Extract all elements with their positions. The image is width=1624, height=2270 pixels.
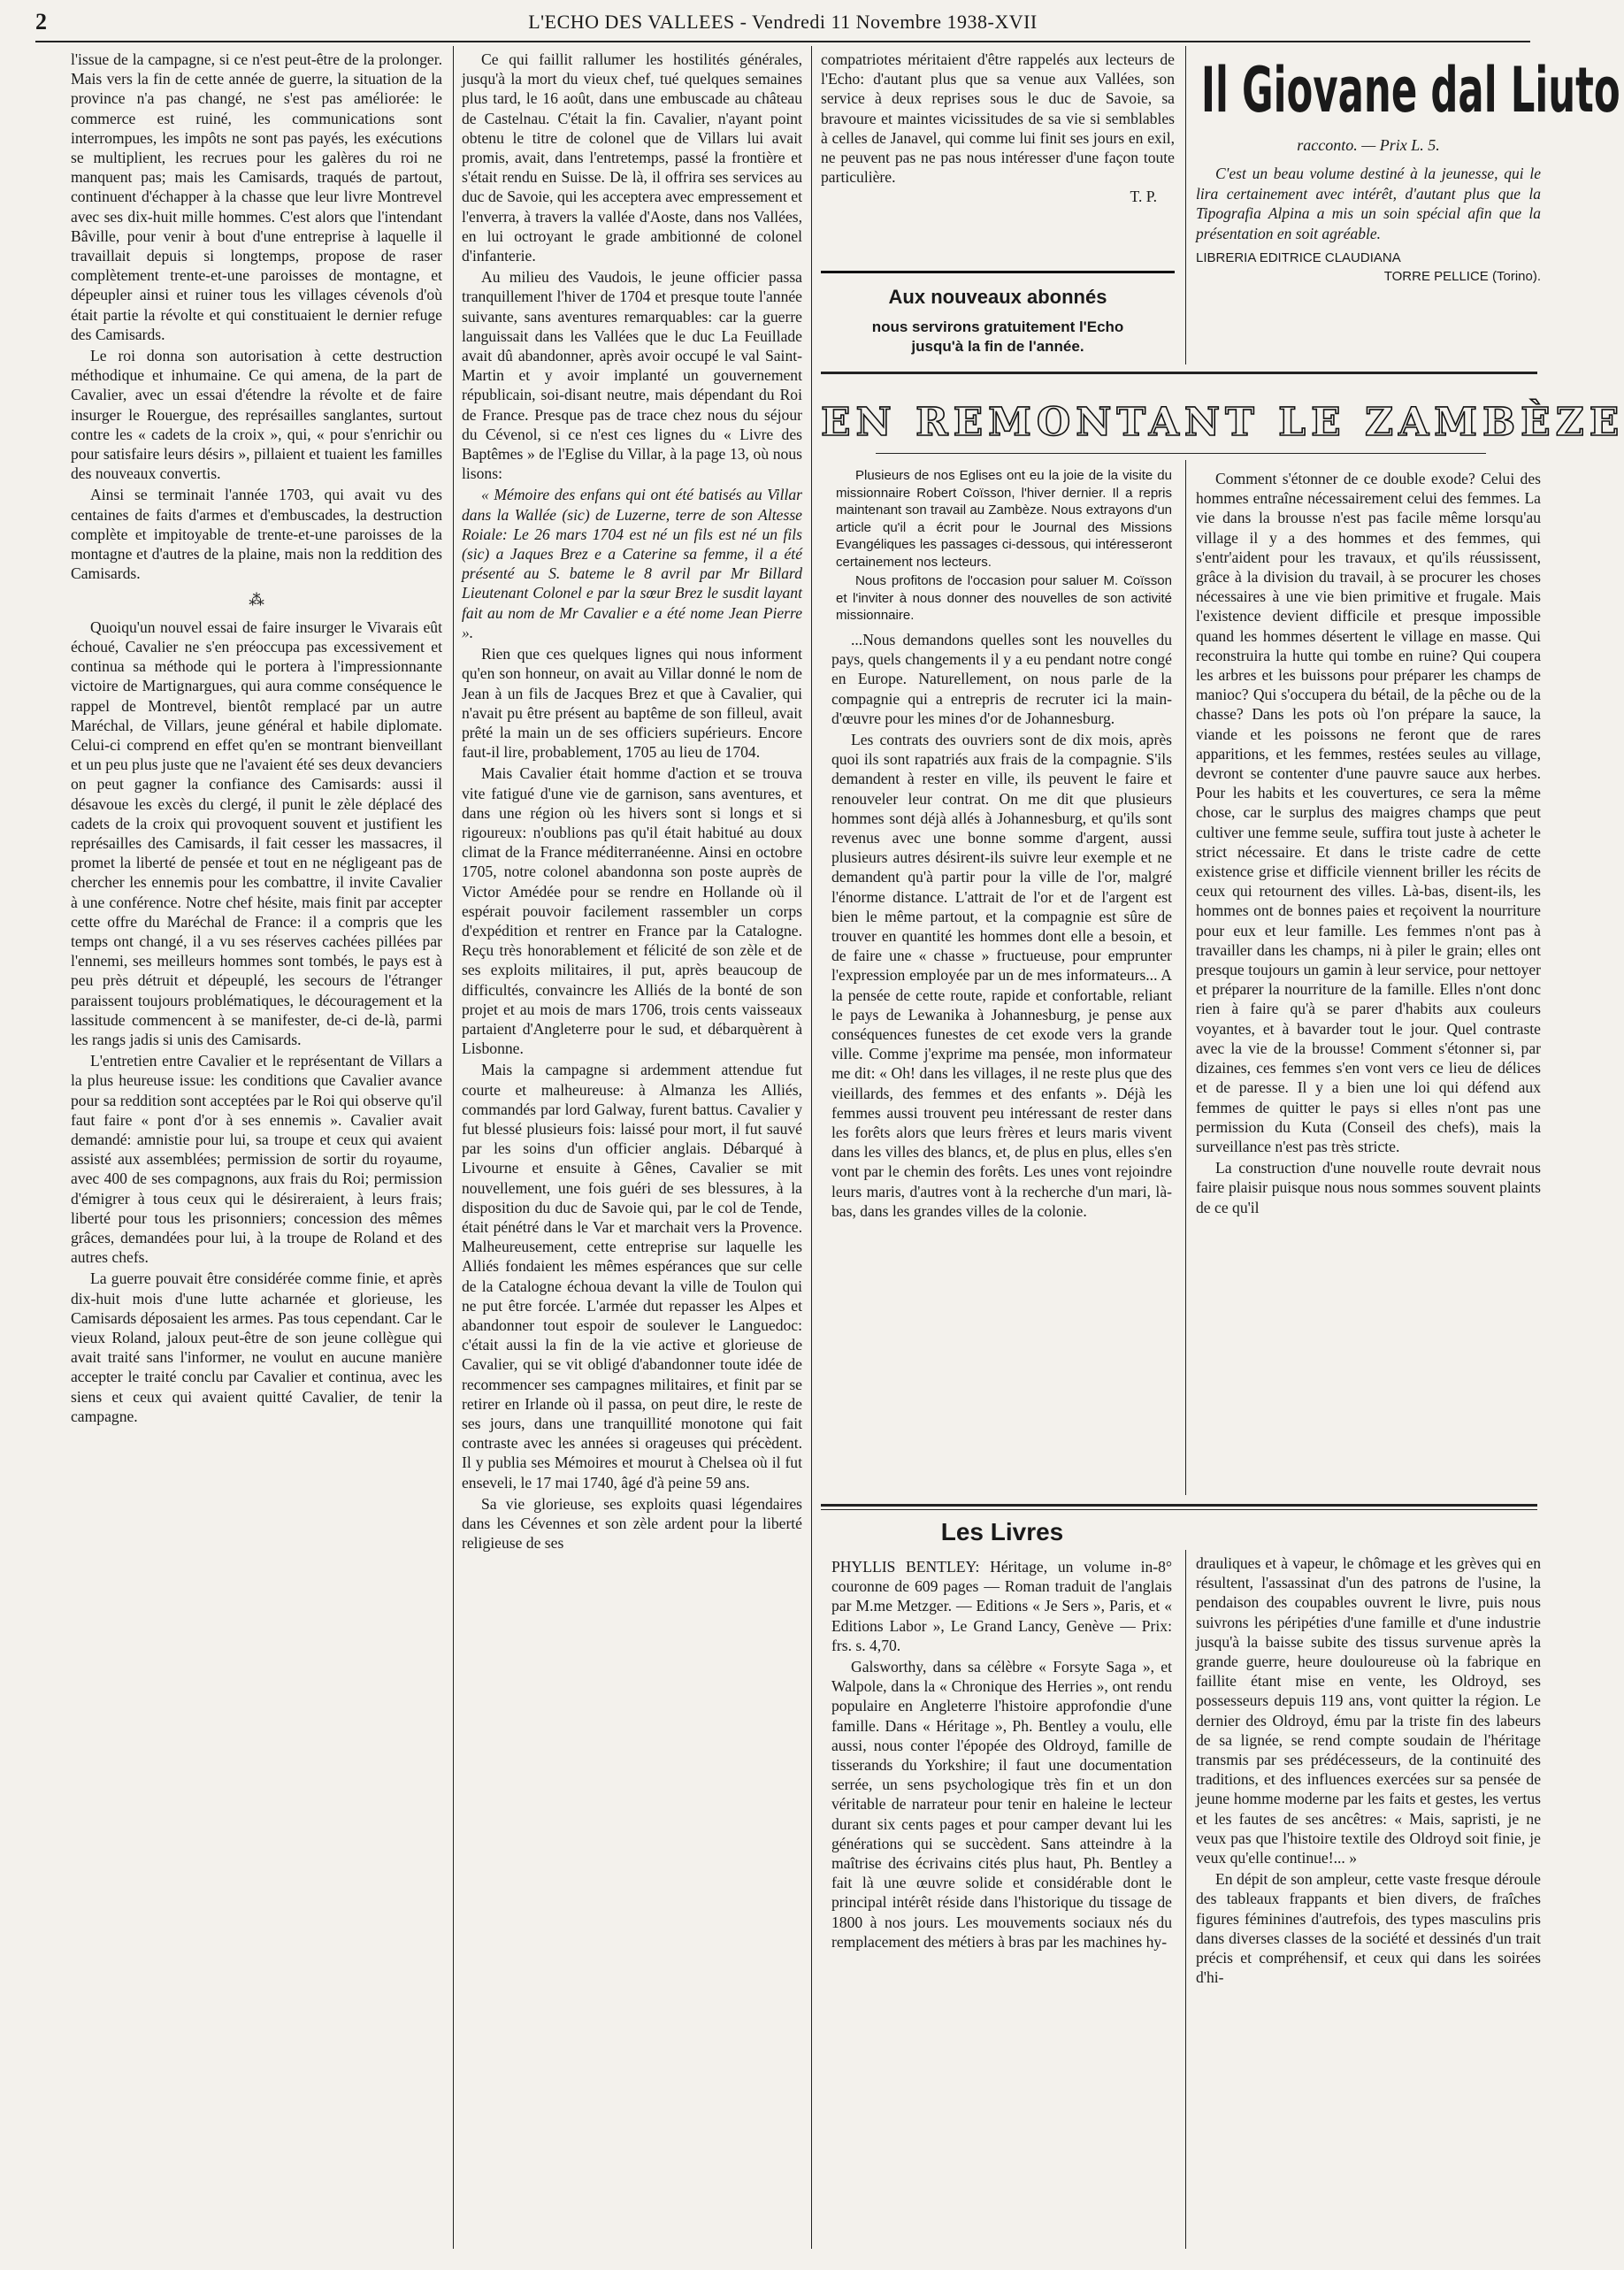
advert-publisher: LIBRERIA EDITRICE CLAUDIANA — [1196, 250, 1401, 265]
paragraph: Quoiqu'un nouvel essai de faire insurger le Vivarais eût échoué, Cavalier ne s'en préoccupa pas excessivement et continua sa méthode qui le portera à l'impressionnante victoire de Martignargues, qui aura comme conséquence le rappel de Montrevel, bientôt remplacé par un autre Maréchal, de Villars, jeune général et habile diplomate. Celui-ci comprend en effet qu'en se montrant bienveillant et un peu plus juste que ne l'avaient été ses deux devanciers on peut gagner la confiance des Camisards: aussi il désavoue les excès du clergé, il punit le zèle déplacé des cadets de la croix qui provoquent souvent et justifient les représailles des Camisards, il fait cesser les massacres, il promet la liberté de pensée et tout en ne négligeant pas de chercher les ennemis pour les combattre, il invite Cavalier à une conférence. Notre chef hésite, mais finit par accepter cette offre du Maréchal de France: il a compris que les temps ont changé, il a vu ses réserves cachées pillées par l'ennemi, ses meilleurs hommes sont tombés, le pays est à peu près détruit et dépeuplé, les secours de l'étranger paraissent toujours problématiques, le découragement et la lassitude commencent à se manifester, de-ci de-là, parmi les rangs jadis si unis des Camisards. — [71, 617, 442, 1048]
paragraph: compatriotes méritaient d'être rappelés aux lecteurs de l'Echo: d'autant plus que sa venue aux Vallées, son service à deux reprises sous le duc de Savoie, sa bravoure et maintes vicissitudes de sa vie si semblables à celles de Janavel, qui comme lui finit ses jours en exil, ne peuvent pas ne pas nous intéresser d'une façon toute particulière. — [821, 50, 1175, 187]
section-rule — [821, 1509, 1537, 1510]
zambeze-banner: EN REMONTANT LE ZAMBÈZE — [821, 400, 1624, 445]
paragraph: L'entretien entre Cavalier et le représentant de Villars a la plus heureuse issue: les conditions que Cavalier avance pour sa reddition sont acceptées par le Roi qui observe qu'il faut faire « pont d'or à ses ennemis ». Cavalier avait demandé: amnistie pour lui, sa troupe et ceux qui avaient assisté aux assemblées; permission de sortir du royaume, avec 400 de ses compagnons, aux frais du Roi; permission d'émigrer à tous ceux qui le désireraient, à leurs frais; liberté pour tous les prisonniers; concession des mêmes grâces, demandées pour lui, à la troupe de Roland et des autres chefs. — [71, 1052, 442, 1267]
book-heading: PHYLLIS BENTLEY: Héritage, un volume in-8° couronne de 609 pages — Roman traduit de l'anglais par M.me Metzger. — Editions « Je Sers », Paris, et « Editions Labor », Le Grand Lancy, Genève — Prix: frs. s. 4,70. — [831, 1558, 1172, 1654]
paragraph: l'issue de la campagne, si ce n'est peut-être de la prolonger. Mais vers la fin de cette année de guerre, la situation de la province n'a pas changé, ne s'est pas améliorée: le commerce est ruiné, les communications sont interrompues, les impôts ne sont pas payés, les exécutions se multiplient, les recrues pour les galères du roi ne manquent pas; mais les Camisards, traqués de partout, continuent d'échapper à la chasse que leur livre Montrevel avec ses dix-huit mille hommes. C'est alors que l'intendant Bâville, pour venir à bout d'une entreprise à laquelle il travaillait depuis si longtemps, propose de raser complètement trente-et-une paroisses de montagne, et dépeupler ainsi et ruiner tous les villages cévenols d'où était partie la révolte et qui constituaient le dernier refuge des Camisards. — [71, 50, 442, 343]
baptism-record-quote: « Mémoire des enfans qui ont été batisés au Villar dans la Wallée (sic) de Luzerne, terre de son Altesse Roiale: Le 26 mars 1704 est né un fils est né un fils (sic) a Jaques Brez e a Caterine sa femme, il a été présenté au S. bateme le 8 avril par Mr Billard Lieutenant Colonel e par la sœur Brez le susdit layant fait au nom de Mr Cavalier e a été nome Jean Pierre ». — [462, 486, 802, 641]
page-number: 2 — [35, 9, 47, 35]
paragraph: La guerre pouvait être considérée comme finie, et après dix-huit mois d'une lutte acharnée et glorieuse, les Camisards déposaient les armes. Pas tous cependant. Car le vieux Roland, jaloux peut-être de son jeune collègue qui avait traité sans l'informer, ne voulut en aucune manière accepter le traité conclu par Cavalier et continua, avec les siens et ceux qui avaient quitté Cavalier, de tenir la campagne. — [71, 1269, 442, 1425]
advert-subtitle: racconto. — Prix L. 5. — [1297, 136, 1440, 154]
subscribers-notice — [821, 271, 1175, 371]
intro-paragraph: Plusieurs de nos Eglises ont eu la joie de la visite du missionnaire Robert Coïsson, l'hiver dernier. Il a repris maintenant son travail au Zambèze. Nous extrayons d'un article qu'il a écrit pour le Journal des Missions Evangéliques les passages ci-dessous, qui intéresseront certainement nos lecteurs. — [836, 468, 1172, 570]
paragraph: drauliques et à vapeur, le chômage et les grèves qui en résultent, l'assassinat d'un des patrons de l'usine, la pendaison des coupables ouvrent le livre, puis nous suivrons les péripéties d'une famille et d'une industrie jusqu'à la baisse subite des tissus survenue après la grande guerre, heure douloureuse où la fabrique en faillite étant mise en vente, les Oldroyd, ses possesseurs depuis 119 ans, vont quitter la région. Le dernier des Oldroyd, ému par la triste fin des labeurs de sa lignée, se rend compte soudain de l'héritage transmis par ses prédécesseurs, de la continuité des traditions, et des influences exercées sur sa pensée de jeune homme moderne par les faits et gestes, les vertus et les fautes de ses ancêtres: « Mais, sapristi, je ne veux pas que l'histoire textile des Oldroyd soit finie, je veux qu'elle continue!... » — [1196, 1554, 1541, 1867]
advert-place: TORRE PELLICE (Torino). — [1383, 269, 1541, 284]
paragraph: Galsworthy, dans sa célèbre « Forsyte Saga », et Walpole, dans la « Chronique des Herries », ont rendu populaire en Angleterre l'histoire approfondie d'une famille. Dans « Héritage », Ph. Bentley a voulu, elle aussi, nous conter l'épopée des Oldroyd, famille de tisserands du Yorkshire; il faut une documentation serrée, un sens psychologique très fin et un don véritable de narrateur pour tenir en haleine le lecteur durant six cents pages et pour camper devant lui les générations qui se succèdent. Sans atteindre à la maîtrise des écrivains cités plus haut, Ph. Bentley a fait là une œuvre solide et considérable dont le principal intérêt réside dans l'historique du tissage de 1800 à nos jours. Les mouvements sociaux nés du remplacement des métiers à bras par les machines hy- — [831, 1658, 1172, 1951]
section-rule — [876, 453, 1486, 454]
column-rule — [453, 46, 454, 2249]
paragraph: Le roi donna son autorisation à cette destruction méthodique et inhumaine. Ce qui amena, de la part de Cavalier, avec un essai d'étendre la révolte et de faire insurger le Rouergue, des représailles sanglantes, surtout contre les « cadets de la croix », qui, « pour s'enrichir ou pour satisfaire leurs désirs », pillaient et tuaient les familles des nouveaux convertis. — [71, 347, 442, 483]
author-signature: T. P. — [1130, 188, 1157, 206]
article-cavalier-column-1 — [71, 50, 442, 2252]
books-column-1 — [831, 1557, 1172, 2256]
subscribers-body: nous servirons gratuitement l'Echo jusqu'à la fin de l'année. — [871, 318, 1124, 355]
advert-title: Il Giovane dal Liuto — [1200, 54, 1620, 127]
books-section-title: Les Livres — [940, 1518, 1064, 1545]
advert-body: C'est un beau volume destiné à la jeunesse, qui le lira certainement avec intérêt, d'autant plus que la Tipografia Alpina a mis un soin spécial afin que la présentation en soit agréable. — [1196, 165, 1541, 242]
masthead — [35, 9, 1530, 39]
paragraph: Ce qui faillit rallumer les hostilités générales, jusqu'à la mort du vieux chef, tué quelques semaines plus tard, le 16 août, dans une embuscade au château de Castelnau. C'était la fin. Cavalier, n'ayant point obtenu le titre de colonel que de Villars lui avait promis, avait, dans l'entretemps, passé la frontière et s'était rendu en Suisse. De là, il offrira ses services au duc de Savoie, qui les acceptera avec empressement et l'enverra, à travers la vallée d'Aoste, dans nos Vallées, en lui octroyant le grade ambitionné de colonel d'infanterie. — [462, 50, 802, 265]
books-column-2 — [1196, 1553, 1541, 2256]
paragraph: ...Nous demandons quelles sont les nouvelles du pays, quels changements il y a eu pendant notre congé en Europe. Naturellement, on nous parle de la compagnie qui a entrepris de recruter ici la main-d'œuvre pour les mines d'or de Johannesburg. — [831, 631, 1172, 727]
paragraph: Ainsi se terminait l'année 1703, qui avait vu des centaines de faits d'armes et d'embuscades, la destruction complète et impitoyable de trente-et-une paroisses de la montagne et d'autres de la plaine, mais non la reddition des Camisards. — [71, 486, 442, 583]
intro-paragraph: Nous profitons de l'occasion pour saluer M. Coïsson et l'inviter à nous donner des nouvelles de son activité missionnaire. — [836, 573, 1172, 623]
column-rule — [1185, 46, 1186, 364]
article-cavalier-ending — [821, 50, 1175, 271]
zambeze-column-2 — [1196, 469, 1541, 1495]
paragraph: Au milieu des Vaudois, le jeune officier passa tranquillement l'hiver de 1704 et presque toute l'année suivante, sans aventures remarquables: car la guerre languissait dans les Vallées que le duc La Feuillade avait dû abandonner, après avoir occupé le val Saint-Martin et y avoir implanté un gouvernement républicain, soi-disant neutre, mais dépendant du Roi de France. Presque pas de trace chez nous du séjour du Cévenol, si ce n'est ces lignes du « Livre des Baptêmes » de l'Eglise du Villar, à la page 13, où nous lisons: — [462, 268, 802, 483]
paragraph: En dépit de son ampleur, cette vaste fresque déroule des tableaux frappants et bien divers, de fraîches figures féminines d'autrefois, des types masculins pris dans diverses classes de la société et dessinés d'un trait précis et compréhensif, et ceux qui dans les soirées d'hi- — [1196, 1870, 1541, 1987]
zambeze-column-1 — [831, 630, 1172, 1497]
masthead-title: L'ECHO DES VALLEES - Vendredi 11 Novembre 1938-XVII — [528, 11, 1038, 33]
zambeze-intro — [836, 467, 1172, 626]
column-rule — [811, 46, 812, 2249]
section-rule — [821, 1504, 1537, 1507]
paragraph: Rien que ces quelques lignes qui nous informent qu'en son honneur, on avait au Villar donné le nom de Jean à un fils de Jacques Brez et que à Cavalier, qui n'avait pu être présent au baptême de son filleul, avait prêté la main un de ses officiers supérieurs. Encore faut-il lire, probablement, 1705 au lieu de 1704. — [462, 645, 802, 762]
column-rule — [1185, 460, 1186, 1495]
book-advert — [1196, 50, 1620, 368]
paragraph: Les contrats des ouvriers sont de dix mois, après quoi ils sont rapatriés aux frais de la compagnie. S'ils demandent à rester en ville, ils peuvent le faire et renouveler leur contrat. On me dit que plusieurs hommes sont déjà allés à Johannesburg, et qu'ils sont revenus avec une bonne somme d'argent, aussi plusieurs autres désirent-ils suivre leur exemple et ne demandent qu'à partir pour la ville de l'or, malgré l'énorme distance. L'attrait de l'or et de l'argent est bien le même partout, et la compagnie est sûre de trouver en quantité les hommes dont elle a besoin, et de faire une « chasse » fructueuse, pour emprunter l'expression employée par un de mes informateurs... A la pensée de cette route, rapide et confortable, reliant le pays de Lewanika à Johannesburg, je pense aux conséquences funestes de cet exode vers la grande ville. Comme j'exprime ma pensée, mon informateur me dit: « Oh! dans les villages, il ne reste plus que des vieillards, des femmes et des enfants ». Déjà les femmes aussi trouvent peu intéressant de rester dans les forêts alors que leurs frères et leurs maris vivent dans les villes des blancs, et, de plus en plus, elles s'en vont par le chemin des forêts. Les unes vont rejoindre leurs maris, d'autres vont à la recherche d'un mari, là-bas, dans les grandes villes de la colonie. — [831, 731, 1172, 1220]
subscribers-title: Aux nouveaux abonnés — [888, 286, 1107, 308]
section-separator: ⁂ — [249, 591, 264, 610]
paragraph: Comment s'étonner de ce double exode? Celui des hommes entraîne nécessairement celui des femmes. La vie dans la brousse n'est pas facile même lorsqu'au village il y a des hommes et des femmes, qui s'entr'aident pour les travaux, et qu'ils réussissent, grâce à la division du travail, à se procurer les choses nécessaires à une vie bien primitive et frugale. Mais l'existence devient difficile et presque impossible quand les hommes désertent le village en masse. Qui reconstruira la hutte qui tombe en ruine? Qui coupera les arbres et les buissons pour préparer les champs de manioc? Qui s'occupera du bétail, de la pêche ou de la chasse? Dans les pots où l'on prépare la sauce, la viande et les poissons ne feront que de rares apparitions, et les femmes, restées seules au village, devront se contenter d'une pauvre sauce aux herbes. Pour les habits et les couvertures, ce sera la même chose, car le surplus des maigres champs que peut cultiver une femme seule, suffira tout juste à acheter le strict nécessaire. Et dans le triste cadre de cette existence grise et difficile viennent briller les récits de ceux qui retournent des villes. Là-bas, disent-ils, les hommes ont de bonnes paies et reçoivent la nourriture pour eux et leur famille. Les femmes n'ont pas à travailler dans les champs, ni à piler le grain; elles ont presque toujours un gamin à leur service, pour nettoyer et préparer la nourriture de la famille. Elles n'ont donc rien à faire qu'à se parer d'habits aux couleurs voyantes, et à bavarder tout le jour. Quel contraste avec la vie de la brousse! Comment s'étonner si, par dizaines, ces femmes s'en vont vers ce lieu de délices et de paresse. Il y a bien une loi qui défend aux femmes de quitter le pays si elles n'ont pas une permission du Kuta (Conseil des chefs), mais la surveillance n'est pas très stricte. — [1196, 470, 1541, 1155]
paragraph: Mais la campagne si ardemment attendue fut courte et malheureuse: à Almanza les Alliés, commandés par lord Galway, furent battus. Cavalier y fut blessé plusieurs fois: laissé pour mort, il fut sauvé par les soins d'un officier anglais. Débarqué à Livourne et ensuite à Gênes, Cavalier se mit nouvellement, une fois guéri de ses blessures, à la disposition du duc de Savoie qui, par le col de Tende, était pénétré dans le Var et marchait vers la Provence. Malheureusement, cette entreprise sur laquelle les Alliés fondaient les mêmes espérances que sur celle de la Catalogne échoua devant la ville de Toulon qui ne put être forcée. L'armée dut repasser les Alpes et abandonner tout espoir de soulever le Languedoc: c'était aussi la fin de la vie active et glorieuse de Cavalier, qui se vit obligé d'abandonner toute idée de recommencer ses campagnes militaires, et finit par se retirer en Irlande où il passa, on peut dire, le reste de ses jours, dans une tranquillité monotone qui fait contraste avec les années si orageuses qui précèdent. Il y publia ses Mémoires et mourut à Chelsea où il fut enseveli, le 17 mai 1740, âgé d'à peine 59 ans. — [462, 1061, 802, 1492]
paragraph: Sa vie glorieuse, ses exploits quasi légendaires dans les Cévennes et son zèle ardent pour la liberté religieuse de ses — [462, 1494, 802, 1553]
masthead-rule — [35, 41, 1530, 42]
article-cavalier-column-2 — [462, 50, 802, 2252]
column-rule — [1185, 1550, 1186, 2249]
paragraph: Mais Cavalier était homme d'action et se trouva vite fatigué d'une vie de garnison, sans aventures, et dans une région où les hivers sont si longs et si rigoureux: n'oublions pas qu'il était habitué au doux climat de la France méditerranéenne. Ainsi en octobre 1705, notre colonel abandonna son poste auprès de Victor Amédée pour se rendre en Hollande où il espérait pouvoir facilement rassembler un corps d'expédition et rentrer en France par la Catalogne. Reçu très honorablement et félicité de son zèle et de ses exploits militaires, il put, après beaucoup de difficultés, convaincre les Alliés de la bonté de son projet et au mois de mars 1706, trois cents vaisseaux partaient d'Angleterre pour le sud, et débarquèrent à Lisbonne. — [462, 764, 802, 1058]
paragraph: La construction d'une nouvelle route devrait nous faire plaisir puisque nous nous sommes souvent plaints de ce qu'il — [1196, 1159, 1541, 1216]
section-rule — [821, 372, 1537, 374]
